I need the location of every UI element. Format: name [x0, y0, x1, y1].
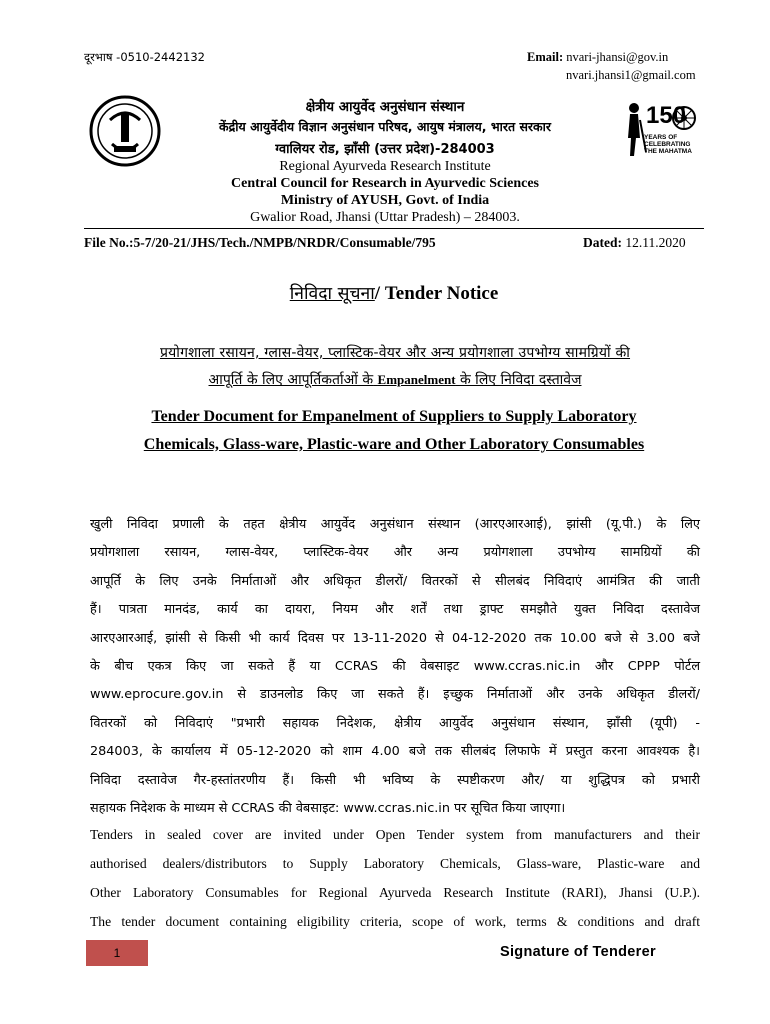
hindi-para-line: प्रयोगशाला रसायन, ग्लास-वेयर, प्लास्टिक-वेयर और अन्य प्रयोगशाला उपभोग्य सामग्रियों की [90, 545, 700, 561]
dated-value: 12.11.2020 [625, 235, 686, 250]
hindi-para-line: निविदा दस्तावेज गैर-हस्तांतरणीय हैं। किसी भी भविष्य के स्पष्टीकरण और/ या शुद्धिपत्र को प्रभारी [90, 772, 700, 788]
hindi-para-line: खुली निविदा प्रणाली के तहत क्षेत्रीय आयुर्वेद अनुसंधान संस्थान (आरएआरआई), झांसी (यू.पी.) के लिए [90, 517, 700, 532]
signature-of-tenderer: Signature of Tenderer [500, 944, 656, 960]
org-english-name: Regional Ayurveda Research Institute [279, 159, 491, 174]
email-label: Email: [527, 50, 564, 64]
gandhi-150-logo [620, 98, 700, 170]
email-1: nvari-jhansi@gov.in [566, 50, 669, 64]
logo-150-caption: YEARS OF CELEBRATING THE MAHATMA [644, 134, 692, 155]
hindi-paragraph [90, 511, 700, 823]
page-number-box [86, 940, 148, 966]
english-paragraph [90, 820, 700, 936]
email-line-1 [527, 50, 668, 65]
org-hindi-name: क्षेत्रीय आयुर्वेद अनुसंधान संस्थान [305, 99, 465, 115]
org-english-council: Central Council for Research in Ayurvedic Sciences [231, 176, 539, 191]
page-number: 1 [113, 946, 121, 960]
org-english-ministry: Ministry of AYUSH, Govt. of India [280, 193, 490, 208]
hindi-para-line: हैं। पात्रता मानदंड, कार्य का दायरा, नियम और शर्तें तथा ड्राफ्ट समझौते युक्त निविदा दस्तावेज [90, 602, 700, 618]
english-para-line: Tenders in sealed cover are invited under Open Tender system from manufacturers and their [90, 827, 700, 842]
hindi-para-line: आरएआरआई, झांसी से किसी भी कार्य दिवस पर 13-11-2020 से 04-12-2020 तक 10.00 बजे से 3.00 बजे [90, 630, 700, 646]
dated-label: Dated: [583, 235, 622, 250]
english-para-line: authorised dealers/distributors to Supply Laboratory Chemicals, Glass-ware, Plastic-ware and [90, 856, 700, 871]
hindi-para-line: आपूर्ति के लिए उनके निर्माताओं और अधिकृत डीलरों/ वितरकों से सीलबंद निविदाएं आमंत्रित की जाती [90, 573, 700, 589]
hindi-para-line: www.eprocure.gov.in से डाउनलोड किए जा सकते हैं। इच्छुक निर्माताओं और उनके अधिकृत डीलरों/ [90, 687, 700, 703]
hindi-subject-line-2: आपूर्ति के लिए आपूर्तिकर्ताओं के Empanelment के लिए निविदा दस्तावेज [208, 372, 582, 388]
english-subject-line-2: Chemicals, Glass-ware, Plastic-ware and Other Laboratory Consumables [143, 436, 645, 453]
file-number: File No.:5-7/20-21/JHS/Tech./NMPB/NRDR/Consumable/795 [84, 235, 436, 250]
hindi-para-line: सहायक निदेशक के माध्यम से CCRAS की वेबसाइट: www.ccras.nic.in पर सूचित किया जाएगा। [90, 801, 566, 817]
english-subject-line-1: Tender Document for Empanelment of Suppliers to Supply Laboratory [151, 408, 637, 425]
notice-title-english: / Tender Notice [374, 283, 499, 304]
email-2: nvari.jhansi1@gmail.com [566, 68, 696, 82]
hindi-para-line: 284003, के कार्यालय में 05-12-2020 को शाम 4.00 बजे तक सीलबंद लिफाफे में प्रस्तुत करना आवश्यक है। [90, 744, 700, 760]
notice-title [84, 281, 704, 305]
ccras-logo [88, 94, 162, 168]
org-hindi-address: ग्वालियर रोड, झाँसी (उत्तर प्रदेश)-284003 [275, 142, 495, 157]
english-para-line: Other Laboratory Consumables for Regional Ayurveda Research Institute (RARI), Jhansi (U.P.). [90, 885, 700, 900]
hindi-para-line: वितरकों को निविदाएं "प्रभारी सहायक निदेशक, क्षेत्रीय आयुर्वेद अनुसंधान संस्थान, झाँसी (यूपी) - [90, 715, 700, 731]
org-hindi-council: केंद्रीय आयुर्वेदीय विज्ञान अनुसंधान परिषद, आयुष मंत्रालय, भारत सरकार [219, 119, 551, 134]
org-english-address: Gwalior Road, Jhansi (Uttar Pradesh) – 284003. [250, 210, 520, 225]
hindi-para-line: के बीच एकत्र किए जा सकते हैं या CCRAS की वेबसाइट www.ccras.nic.in और CPPP पोर्टल [90, 659, 700, 675]
notice-title-hindi: निविदा सूचना [289, 284, 375, 304]
phone-number: दूरभाष -0510-2442132 [84, 50, 205, 64]
hindi-subject-line-1: प्रयोगशाला रसायन, ग्लास-वेयर, प्लास्टिक-वेयर और अन्य प्रयोगशाला उपभोग्य सामग्रियों की [159, 345, 631, 361]
header-divider [84, 228, 704, 229]
file-date [583, 235, 686, 251]
logo-150-number: 150 [646, 102, 687, 129]
english-para-line: The tender document containing eligibility criteria, scope of work, terms & conditions and draft [90, 914, 700, 929]
